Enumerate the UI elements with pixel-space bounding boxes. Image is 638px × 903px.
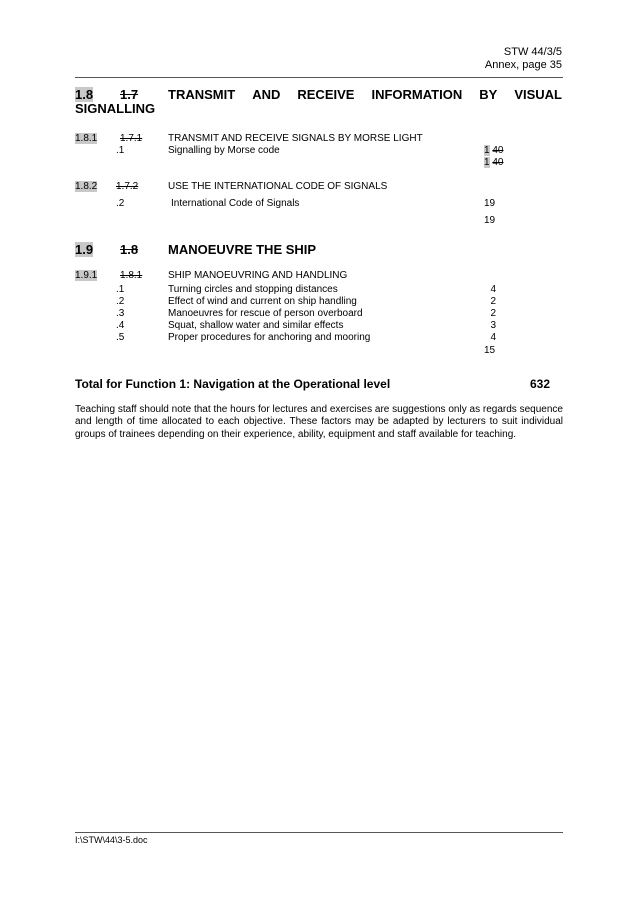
item-text: International Code of Signals xyxy=(171,198,300,209)
item-hours: 19 xyxy=(484,198,496,209)
hours-old: 40 xyxy=(492,145,504,156)
item-text: Signalling by Morse code xyxy=(168,145,280,156)
section-title-continuation: SIGNALLING xyxy=(75,101,156,116)
item-hours xyxy=(484,145,503,156)
subsection-old-number: 1.8.1 xyxy=(120,270,143,281)
subsection-old-number: 1.7.1 xyxy=(120,133,143,144)
subsection-number: 1.8.2 xyxy=(75,181,98,192)
item-text: Proper procedures for anchoring and mooring xyxy=(168,332,371,343)
item-number: .4 xyxy=(116,320,125,331)
subsection-old-number: 1.7.2 xyxy=(116,181,139,192)
item-number: .3 xyxy=(116,308,125,319)
item-number: .1 xyxy=(116,145,125,156)
section-number: 1.9 xyxy=(75,242,94,257)
section-title-word: VISUAL xyxy=(514,87,562,102)
item-hours: 2 xyxy=(490,296,496,307)
section-title xyxy=(168,87,562,102)
subsection-title: USE THE INTERNATIONAL CODE OF SIGNALS xyxy=(168,181,388,192)
function-total-label: Total for Function 1: Navigation at the Operational level xyxy=(75,377,391,391)
hours-new: 1 xyxy=(484,145,490,156)
item-number: .5 xyxy=(116,332,125,343)
footer-file-path: I:\STW\44\3-5.doc xyxy=(75,835,148,845)
item-text: Manoeuvres for rescue of person overboard xyxy=(168,308,363,319)
subsection-total-hours: 19 xyxy=(484,215,496,226)
subsection-title: SHIP MANOEUVRING AND HANDLING xyxy=(168,270,348,281)
hours-old: 40 xyxy=(492,157,504,168)
document-reference: STW 44/3/5 xyxy=(503,46,562,58)
item-text: Squat, shallow water and similar effects xyxy=(168,320,344,331)
item-number: .2 xyxy=(116,296,125,307)
section-title-word: TRANSMIT xyxy=(168,87,236,102)
section-title: MANOEUVRE THE SHIP xyxy=(168,242,317,257)
item-hours: 3 xyxy=(490,320,496,331)
section-number: 1.8 xyxy=(75,87,94,102)
annex-page-label: Annex, page 35 xyxy=(484,59,562,71)
subsection-number: 1.9.1 xyxy=(75,270,98,281)
section-old-number: 1.8 xyxy=(120,242,139,257)
item-number: .2 xyxy=(116,198,125,209)
footer-divider xyxy=(75,832,563,833)
subsection-total-hours: 15 xyxy=(484,345,496,356)
item-hours: 4 xyxy=(490,284,496,295)
subsection-number: 1.8.1 xyxy=(75,133,98,144)
hours-new: 1 xyxy=(484,157,490,168)
function-total-value: 632 xyxy=(530,377,551,391)
item-text: Effect of wind and current on ship handling xyxy=(168,296,357,307)
teaching-note: Teaching staff should note that the hours for lectures and exercises are suggestions only as regards sequence and length of time allocated to each objective. These factors may be adapted by lecturers to suit individual groups of trainees depending on their experience, ability, equipment and staff available for teaching. xyxy=(75,404,563,440)
item-hours: 4 xyxy=(490,332,496,343)
header-divider xyxy=(75,77,563,78)
section-title-word: BY xyxy=(479,87,498,102)
subsection-total-hours xyxy=(484,157,503,168)
item-text: Turning circles and stopping distances xyxy=(168,284,338,295)
section-title-word: AND xyxy=(252,87,281,102)
section-old-number: 1.7 xyxy=(120,87,139,102)
subsection-title: TRANSMIT AND RECEIVE SIGNALS BY MORSE LIGHT xyxy=(168,133,423,144)
item-hours: 2 xyxy=(490,308,496,319)
section-title-word: INFORMATION xyxy=(371,87,463,102)
section-title-word: RECEIVE xyxy=(297,87,355,102)
item-number: .1 xyxy=(116,284,125,295)
